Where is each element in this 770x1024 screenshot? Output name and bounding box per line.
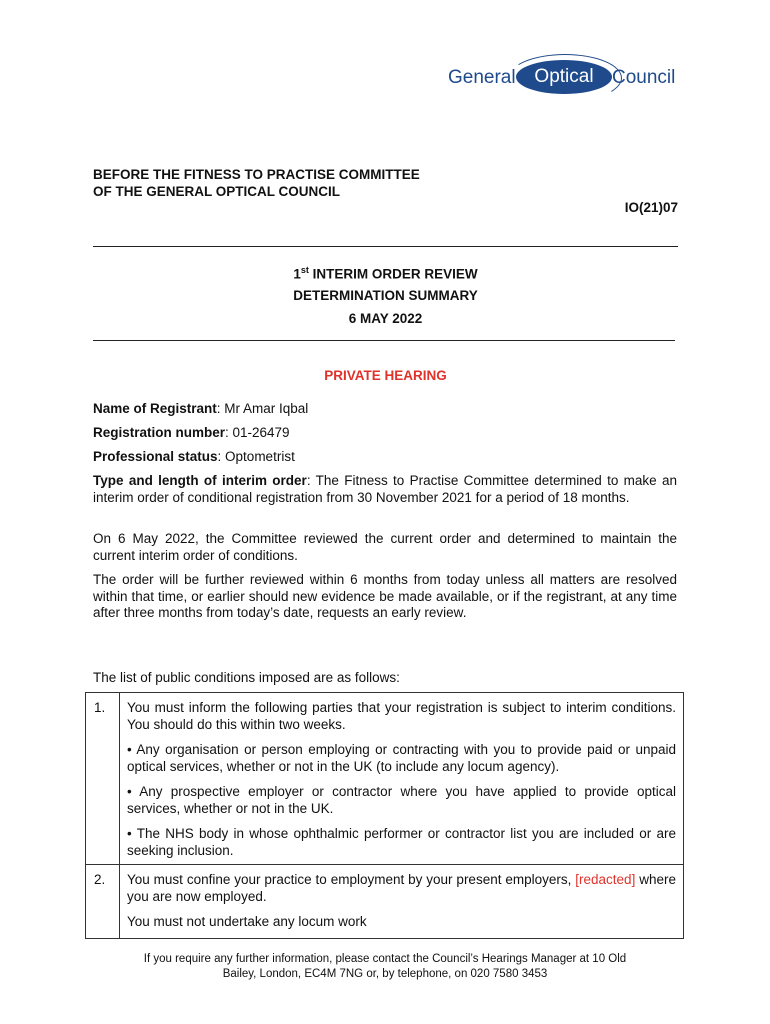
title-date: 6 MAY 2022 — [348, 311, 423, 326]
footer-line-1: If you require any further information, please contact the Council’s Hearings Manager at 10 Old — [143, 953, 627, 965]
table-row — [86, 865, 684, 939]
condition-body — [120, 693, 684, 865]
divider-top — [93, 246, 678, 247]
table-row — [86, 693, 684, 865]
professional-status — [93, 449, 677, 466]
heading-line-1: BEFORE THE FITNESS TO PRACTISE COMMITTEE — [93, 167, 420, 182]
condition-text-start: You must confine your practice to employment by your present employers, — [127, 872, 576, 887]
further-review-paragraph: The order will be further reviewed within 6 months from today unless all matters are resolved within that time, or earlier should new evidence be made available, or if the registrant, at any time after three months from today’s date, requests an early review. — [93, 572, 677, 620]
condition-number: 2. — [86, 865, 120, 939]
title-ordinal-suffix: st — [300, 265, 309, 275]
title-ordinal-number: 1 — [293, 266, 301, 282]
redacted-marker: [redacted] — [575, 872, 636, 887]
registration-number — [93, 425, 677, 442]
gaoc-logo — [448, 58, 678, 118]
condition-extra: You must not undertake any locum work — [127, 914, 367, 929]
title-line-1-text: INTERIM ORDER REVIEW — [308, 266, 478, 282]
condition-text-end: where you are now employed. — [127, 872, 676, 904]
logo-word-optical: Optical — [516, 60, 612, 94]
condition-text — [127, 872, 676, 905]
registrant-name — [93, 401, 677, 418]
committee-heading — [93, 166, 420, 200]
review-paragraph: On 6 May 2022, the Committee reviewed the current order and determined to maintain the current interim order of conditions. — [93, 531, 677, 563]
title-line-2: DETERMINATION SUMMARY — [293, 288, 478, 303]
conditions-table — [85, 692, 684, 939]
logo-word-general: General — [448, 67, 516, 88]
registrant-name-value: : Mr Amar Iqbal — [216, 401, 309, 416]
case-reference: IO(21)07 — [624, 200, 678, 215]
interim-order-type — [93, 473, 677, 506]
footer-line-2: Bailey, London, EC4M 7NG or, by telephone, on 020 7580 3453 — [222, 968, 548, 980]
professional-status-value: : Optometrist — [217, 449, 295, 464]
condition-bullet: • Any prospective employer or contractor where you have applied to provide optical services, whether or not in the UK. — [127, 784, 676, 816]
condition-body — [120, 865, 684, 939]
footer-contact — [93, 952, 677, 982]
registrant-name-label: Name of Registrant — [93, 401, 217, 416]
logo-word-council: Council — [612, 67, 676, 88]
heading-line-2: OF THE GENERAL OPTICAL COUNCIL — [93, 184, 341, 199]
condition-bullet: • Any organisation or person employing or contracting with you to provide paid or unpaid optical services, whether or not in the UK (to include any locum agency). — [127, 742, 676, 774]
registration-number-label: Registration number — [93, 425, 226, 440]
professional-status-label: Professional status — [93, 449, 218, 464]
private-hearing-label: PRIVATE HEARING — [324, 368, 447, 383]
condition-bullet: • The NHS body in whose ophthalmic performer or contractor list you are included or are seeking inclusion. — [127, 826, 676, 858]
interim-order-value: : The Fitness to Practise Committee determined to make an interim order of conditional registration from 30 November 2021 for a period of 18 months. — [93, 473, 677, 505]
condition-text: You must inform the following parties that your registration is subject to interim conditions. You should do this within two weeks. — [127, 700, 676, 732]
interim-order-label: Type and length of interim order — [93, 473, 307, 488]
title-line-1 — [93, 265, 678, 282]
conditions-intro: The list of public conditions imposed are as follows: — [93, 670, 400, 685]
condition-number: 1. — [86, 693, 120, 865]
divider-bottom — [93, 340, 675, 341]
registration-number-value: : 01-26479 — [225, 425, 290, 440]
